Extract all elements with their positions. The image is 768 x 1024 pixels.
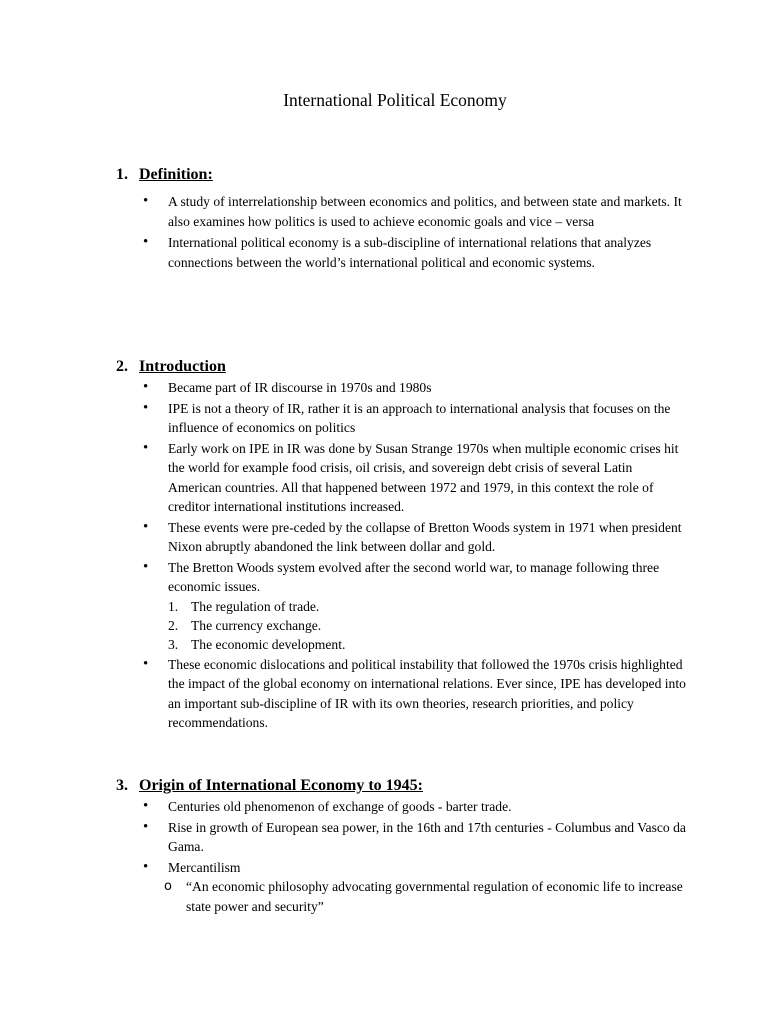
section-origin	[116, 776, 686, 917]
sublist-number: 2.	[168, 617, 179, 633]
section-title: Definition:	[139, 166, 213, 183]
bullet-list	[116, 192, 686, 272]
section-introduction	[116, 357, 686, 734]
sublist-number: 3.	[168, 636, 179, 652]
section-heading	[116, 165, 686, 185]
bullet-item: • International political economy is a sub-discipline of international relations that analyzes connections between the world’s international political and economic systems.	[116, 233, 686, 272]
bullet-item: • A study of interrelationship between economics and politics, and between state and markets. It also examines how politics is used to achieve economic goals and vice – versa	[116, 192, 686, 231]
sublist-text: The currency exchange.	[191, 617, 322, 633]
sublist-item	[168, 597, 686, 616]
bullet-list	[116, 378, 686, 733]
bullet-item-mercantilism	[116, 858, 686, 917]
section-title: Origin of International Economy to 1945:	[139, 777, 423, 794]
section-definition	[116, 165, 686, 274]
bullet-text: The Bretton Woods system evolved after the second world war, to manage following three economic issues.	[168, 559, 660, 594]
section-number: 2.	[116, 358, 128, 375]
bullet-item: • These economic dislocations and political instability that followed the 1970s crisis highlighted the impact of the global economy on international relations. Ever since, IPE has developed into an important sub-discipline of IR with its own theories, research priorities, and policy recommendations.	[116, 655, 686, 733]
bullet-item-bretton-woods	[116, 558, 686, 654]
section-number: 1.	[116, 166, 128, 183]
document-title: International Political Economy	[283, 90, 507, 110]
section-title: Introduction	[139, 358, 226, 375]
bullet-item: • Early work on IPE in IR was done by Susan Strange 1970s when multiple economic crises hit the world for example food crisis, oil crisis, and sovereign debt crisis of several Latin American countries. All that happened between 1972 and 1979, in this context the role of creditor international institutions increased.	[116, 439, 686, 517]
numbered-sublist	[168, 597, 686, 654]
sublist-text: The regulation of trade.	[191, 598, 320, 614]
bullet-item: • Centuries old phenomenon of exchange of goods - barter trade.	[116, 797, 686, 817]
section-heading	[116, 357, 686, 377]
sublist-item	[168, 635, 686, 654]
circle-sublist	[168, 877, 686, 916]
circle-item: o “An economic philosophy advocating governmental regulation of economic life to increase state power and security”	[168, 877, 686, 916]
bullet-item: • Became part of IR discourse in 1970s and 1980s	[116, 378, 686, 398]
bullet-item: • These events were pre-ceded by the collapse of Bretton Woods system in 1971 when president Nixon abruptly abandoned the link between dollar and gold.	[116, 518, 686, 557]
bullet-list	[116, 797, 686, 916]
bullet-item: • Rise in growth of European sea power, in the 16th and 17th centuries - Columbus and Vasco da Gama.	[116, 818, 686, 857]
section-heading	[116, 776, 686, 796]
bullet-text: Mercantilism	[168, 859, 241, 875]
sublist-number: 1.	[168, 598, 179, 614]
bullet-item: • IPE is not a theory of IR, rather it is an approach to international analysis that focuses on the influence of economics on politics	[116, 399, 686, 438]
sublist-item	[168, 616, 686, 635]
section-number: 3.	[116, 777, 128, 794]
sublist-text: The economic development.	[191, 636, 346, 652]
